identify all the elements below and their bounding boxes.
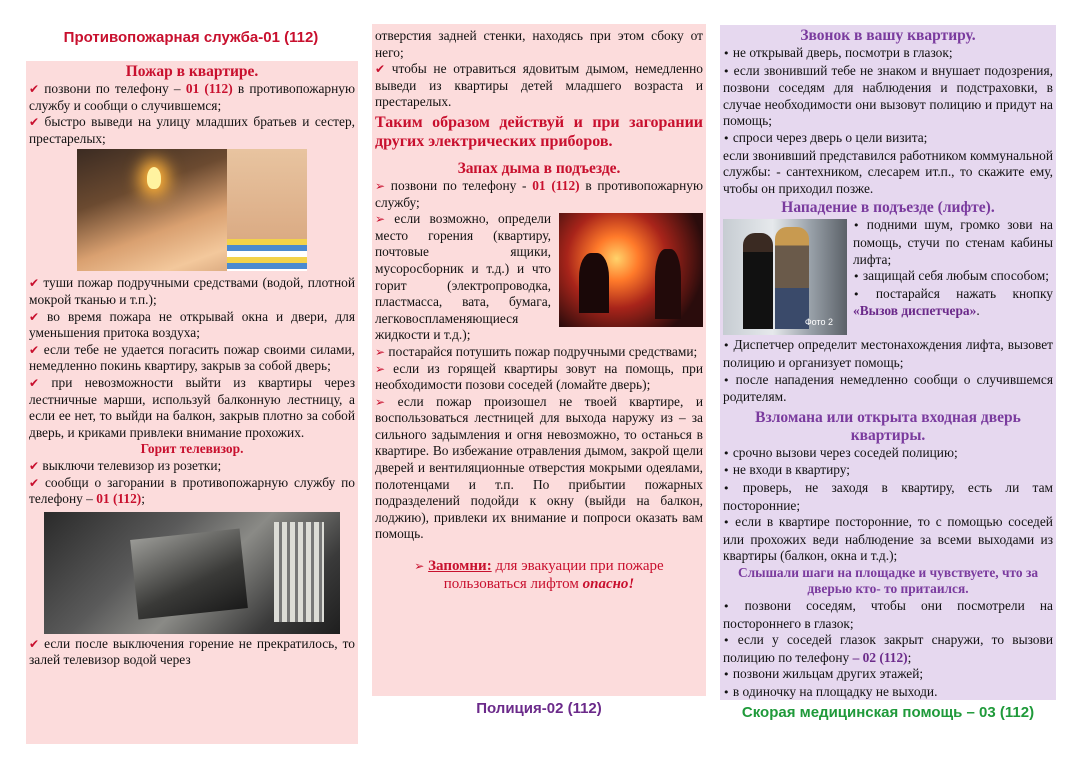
bullet-icon: • [723,634,730,648]
list-item: • Диспетчер определит местонахождения лифта, вызовет полицию и организует помощь; [723,337,1053,370]
evacuation-warning: ➢ Запомни: для эвакуации при пожаре пользоваться лифтом опасно! [414,558,664,593]
fire-service-heading: Противопожарная служба-01 (112) [63,29,319,46]
checkmark-icon: ✔ [29,276,40,291]
list-item: ➢ если из горящей квартиры зовут на помощь, при необходимости позови соседей (ломайте дверь); [375,360,703,393]
photo-burning-room [559,213,703,327]
bullet-icon: • [723,516,730,530]
arrow-icon: ➢ [375,394,386,409]
list-item: • если в квартире посторонние, то с помощью соседей или прохожих веди наблюдение за всеми выходами из квартиры (балкон, окна и т.д.); [723,514,1053,564]
list-item: ➢ позвони по телефону - 01 (112) в противопожарную службу; [375,177,703,210]
list-item: ✔ выключи телевизор из розетки; [29,457,222,473]
section-title-fire-apartment: Пожар в квартире. [125,63,259,80]
list-item: • после нападения немедленно сообщи о случившемся родителям. [723,371,1053,405]
list-item: ➢ постарайся потушить пожар подручными средствами; [375,343,698,359]
arrow-icon: ➢ [375,178,386,193]
bullet-icon: • [723,131,730,145]
paragraph: если звонивший представился работником коммунальной службы: - сантехником, слесарем ит.п., то скажите ему, чтобы он приходил позже. [723,147,1053,196]
section-title-break-in: Взломана или открыта входная дверь квартиры. [755,408,1021,444]
checkmark-icon: ✔ [29,375,40,390]
bullet-icon: • [723,47,730,60]
checkmark-icon: ✔ [29,458,40,473]
list-item: • если у соседей глазок закрыт снаружи, то вызови полицию по телефону – 02 (112); [723,632,1053,665]
bullet-icon: • [723,668,730,682]
list-item: ➢ если возможно, определи место горения (квартиру, почтовые ящики, мусоросборник и т.д.) и что горит (электропроводка, пластмасса, вата, бумага, легковоспламеняющиеся жидкости и т.д.); [375,211,551,343]
bullet-icon: • [853,287,860,301]
checkmark-icon: ✔ [29,342,40,357]
checkmark-icon: ✔ [29,115,40,130]
list-item: • постарайся нажать кнопку «Вызов диспетчера». [853,285,1053,319]
bullet-icon: • [723,446,730,460]
list-item: ✔ чтобы не отравиться ядовитым дымом, немедленно выведи из квартиры детей младшего возраста и престарелых. [375,61,703,110]
checkmark-icon: ✔ [29,309,40,324]
photo-child-with-match [77,149,307,271]
bullet-icon: • [723,64,730,78]
list-item: • подними шум, громко зови на помощь, стучи по стенам кабины лифта; [853,217,1053,267]
smoke-column [372,24,706,696]
checkmark-icon: ✔ [29,636,40,651]
photo-caption: Фото 2 [804,317,833,328]
bullet-icon: • [723,481,730,495]
bullet-icon: • [723,464,730,478]
medical-service-heading: Скорая медицинская помощь – 03 (112) [741,704,1035,721]
section-title-smoke: Запах дыма в подъезде. [457,159,621,177]
list-item: • не открывай дверь, посмотри в глазок; [723,45,953,60]
bullet-icon: • [853,219,860,233]
bullet-icon: • [723,339,730,353]
paragraph: отверстия задней стенки, находясь при этом сбоку от него; [375,28,703,60]
bullet-icon: • [723,600,730,614]
safety-column [720,25,1056,700]
police-service-heading: Полиция-02 (112) [476,700,602,717]
checkmark-icon: ✔ [375,62,386,77]
arrow-icon: ➢ [375,344,386,359]
list-item: • в одиночку на площадку не выходи. [723,684,938,700]
list-item: ✔ при невозможности выйти из квартиры через лестничные марши, используй балконную лестницу, а если ее нет, то выйди на балкон, закрыв плотно за собой дверь, и криками привлеки внимание прохожих. [29,374,355,440]
section-title-doorbell: Звонок в вашу квартиру. [800,27,976,44]
list-item: ✔ позвони по телефону – 01 (112) в противопожарную службу и сообщи о случившемся; [29,81,355,113]
list-item: • позвони соседям, чтобы они посмотрели на постороннего в глазок; [723,598,1053,631]
list-item: • проверь, не заходя в квартиру, есть ли там посторонние; [723,479,1053,513]
list-item: ✔ быстро выведи на улицу младших братьев и сестер, престарелых; [29,114,355,146]
list-item: ➢ если пожар произошел не твоей квартире, и воспользоваться лестницей для выхода наружу из – за сильного задымления и огня невозможно, то останься в квартире. Во избежание отравления дымом, закрой щели дверей и вентиляционные отверстия мокрыми одеялами, полотенцами и т.п. По прибытии пожарных подразделений подойди к окну (выйди на балкон, лоджию), привлеки их внимание и попроси оказать вам помощь. [375,393,703,542]
list-item: ✔ если тебе не удается погасить пожар своими силами, немедленно покинь квартиру, закрыв за собой дверь; [29,341,355,374]
list-item: • спроси через дверь о цели визита; [723,129,928,145]
section-title-footsteps: Слышали шаги на площадке и чувствуете, что за дверью кто- то притаился. [737,564,1039,597]
section-title-attack: Нападение в подъезде (лифте). [781,199,995,217]
list-item: ✔ сообщи о загорании в противопожарную службу по телефону – 01 (112); [29,474,355,507]
list-item: ✔ во время пожара не открывай окна и двери, для уменьшения притока воздуха; [29,308,355,341]
list-item: • не входи в квартиру; [723,462,851,478]
photo-elevator-attack [723,219,847,335]
arrow-icon: ➢ [414,559,425,574]
section-title-tv-fire: Горит телевизор. [140,441,244,457]
same-way-note: Таким образом действуй и при загорании других электрических приборов. [375,113,703,150]
list-item: • защищай себя любым способом; [853,268,1049,284]
bullet-icon: • [723,373,730,387]
list-item: ✔ туши пожар подручными средствами (водой, плотной мокрой тканью и т.п.); [29,275,355,307]
bullet-icon: • [723,686,730,700]
list-item: • позвони жильцам других этажей; [723,666,924,682]
list-item: • срочно вызови через соседей полицию; [723,444,958,460]
checkmark-icon: ✔ [29,82,40,96]
list-item: • если звонивший тебе не знаком и внушает подозрения, позвони соседям для наблюдения и подстраховки, в случае необходимости они вызовут полицию и придут на помощь; [723,62,1053,129]
arrow-icon: ➢ [375,361,386,376]
photo-burnt-tv [44,512,340,634]
list-item: ✔ если после выключения горение не прекратилось, то залей телевизор водой через [29,635,355,668]
bullet-icon: • [853,270,860,284]
arrow-icon: ➢ [375,212,386,227]
checkmark-icon: ✔ [29,475,40,490]
fire-in-apartment-column [26,61,358,744]
